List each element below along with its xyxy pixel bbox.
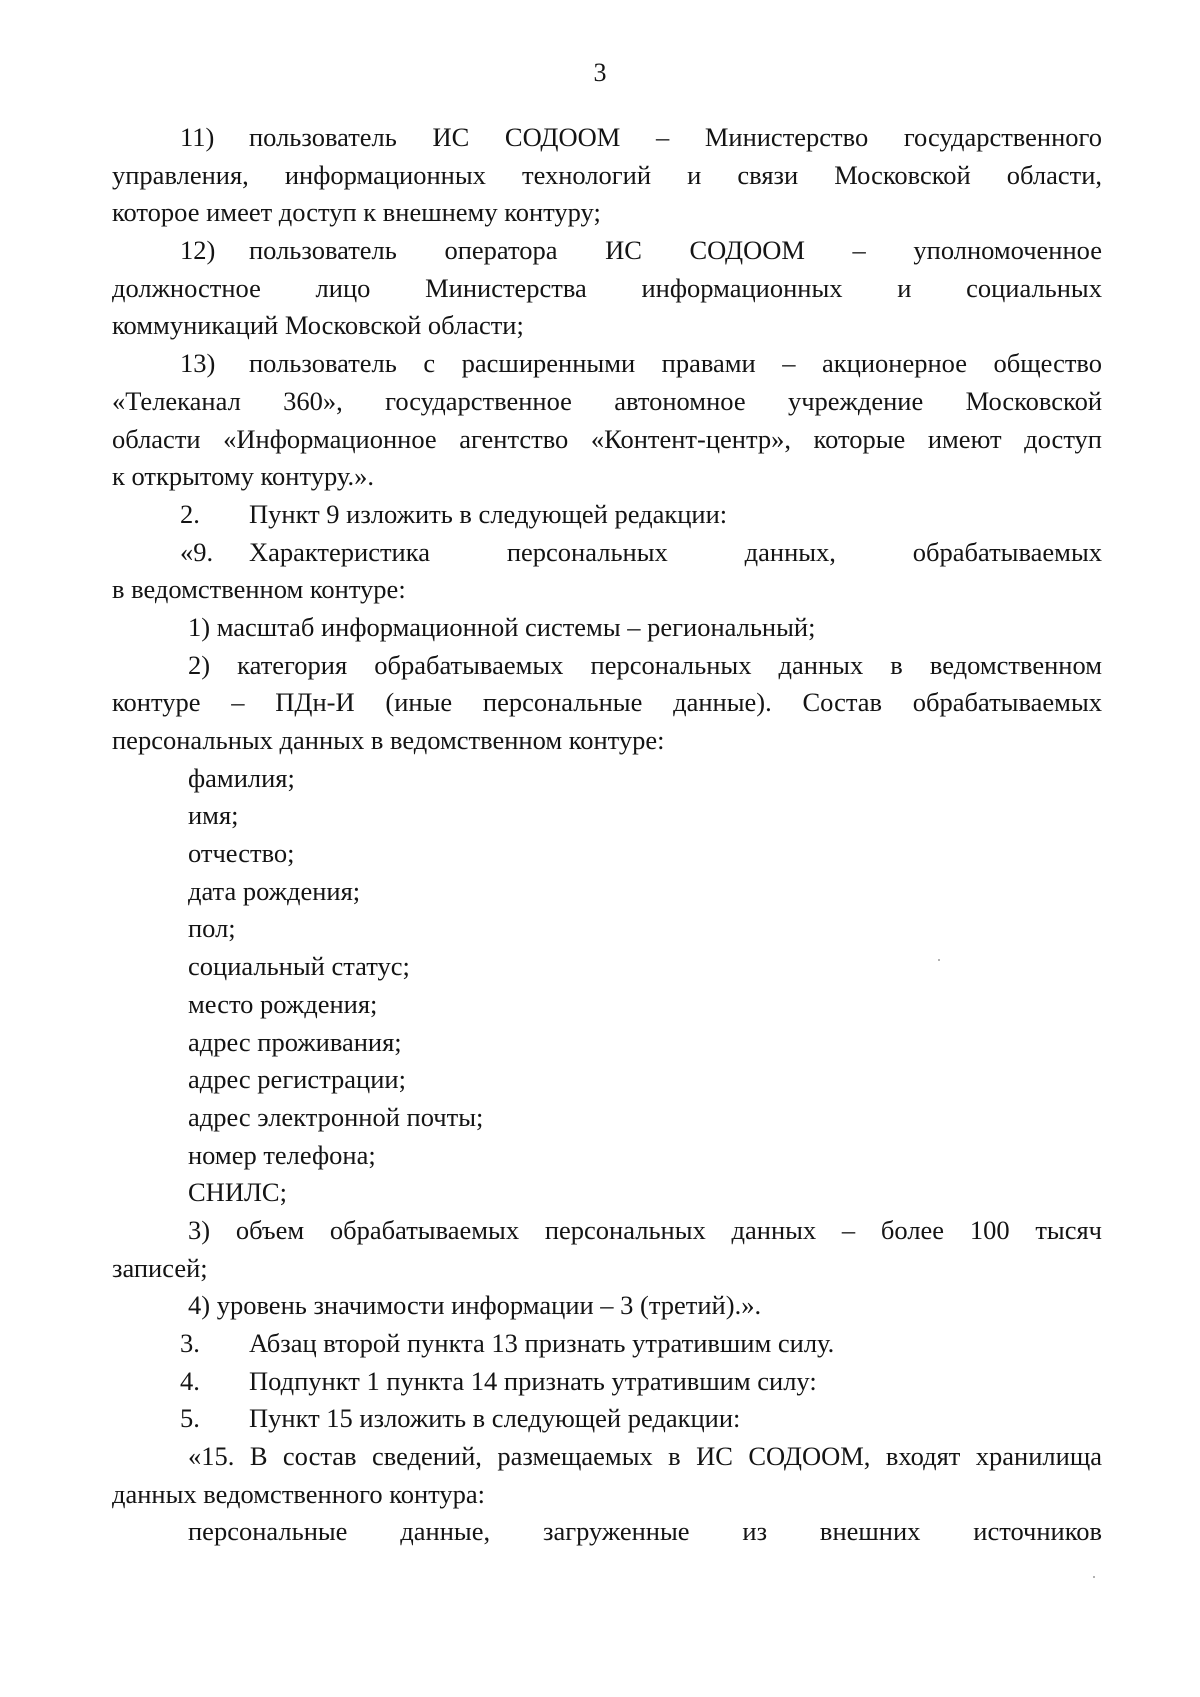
text-line: управления, информационных технологий и связи Московской области, — [112, 159, 1102, 190]
item-text: пользователь ИС СОДООМ – Министерство государственного — [249, 122, 1102, 152]
text-line: которое имеет доступ к внешнему контуру; — [112, 197, 601, 228]
list-item: номер телефона; — [188, 1139, 376, 1170]
list-item: СНИЛС; — [188, 1177, 287, 1208]
text-line: «Телеканал 360», государственное автономное учреждение Московской — [112, 385, 1102, 416]
clause-5-line — [112, 1400, 1102, 1438]
item-text: пользователь оператора ИС СОДООМ – уполномоченное — [249, 235, 1102, 266]
clause-text: Подпункт 1 пункта 14 признать утратившим силу: — [249, 1365, 817, 1396]
list-item: адрес проживания; — [188, 1026, 402, 1057]
text-line: персональные данные, загруженные из внешних источников — [188, 1516, 1102, 1547]
item-13-line — [112, 345, 1102, 383]
subitem-3-line: 3) объем обрабатываемых персональных данных – более 100 тысяч — [188, 1214, 1102, 1245]
clause-number: 4. — [180, 1365, 200, 1396]
text-line: данных ведомственного контура: — [112, 1478, 486, 1509]
item-12-line — [112, 232, 1102, 270]
text-line: должностное лицо Министерства информационных и социальных — [112, 272, 1102, 303]
point-text: Характеристика персональных данных, обрабатываемых — [249, 536, 1102, 567]
text-line: области «Информационное агентство «Контент-центр», которые имеют доступ — [112, 423, 1102, 454]
text-line: в ведомственном контуре: — [112, 574, 406, 605]
document-body — [112, 119, 1102, 1551]
clause-number: 2. — [180, 498, 200, 529]
list-item: имя; — [188, 800, 239, 831]
clause-2-line — [112, 496, 1102, 534]
clause-3-line — [112, 1325, 1102, 1363]
list-item: адрес регистрации; — [188, 1064, 406, 1095]
item-text: пользователь с расширенными правами – акционерное общество — [249, 348, 1102, 379]
text-line: контуре – ПДн-И (иные персональные данные). Состав обрабатываемых — [112, 687, 1102, 718]
clause-number: 3. — [180, 1328, 200, 1358]
item-number: 11) — [180, 122, 215, 152]
item-11-line — [112, 119, 1102, 157]
text-line: коммуникаций Московской области; — [112, 310, 524, 341]
text-line: к открытому контуру.». — [112, 461, 374, 492]
list-item: место рождения; — [188, 988, 378, 1019]
clause-text: Пункт 15 изложить в следующей редакции: — [249, 1403, 741, 1434]
list-item: адрес электронной почты; — [188, 1101, 484, 1132]
list-item: пол; — [188, 913, 236, 944]
subitem-1-line: 1) масштаб информационной системы – региональный; — [188, 611, 816, 642]
point-number: «9. — [180, 536, 214, 567]
clause-text: Абзац второй пункта 13 признать утратившим силу. — [249, 1328, 835, 1358]
list-item: социальный статус; — [188, 951, 410, 982]
clause-4-line — [112, 1363, 1102, 1401]
list-item: фамилия; — [188, 762, 295, 793]
item-number: 12) — [180, 235, 216, 266]
clause-number: 5. — [180, 1403, 200, 1434]
point-15-line: «15. В состав сведений, размещаемых в ИС СОДООМ, входят хранилища — [188, 1441, 1102, 1472]
clause-text: Пункт 9 изложить в следующей редакции: — [249, 498, 728, 529]
point-9-line — [112, 534, 1102, 572]
text-line: персональных данных в ведомственном контуре: — [112, 725, 665, 755]
item-number: 13) — [180, 348, 216, 379]
text-line: записей; — [112, 1252, 208, 1283]
list-item: отчество; — [188, 838, 295, 869]
subitem-4-line: 4) уровень значимости информации – 3 (третий).». — [188, 1290, 762, 1321]
scan-speck — [1093, 1576, 1095, 1578]
page-number: 3 — [593, 58, 607, 87]
scan-speck — [938, 959, 940, 961]
list-item: дата рождения; — [188, 875, 361, 906]
subitem-2-line: 2) категория обрабатываемых персональных данных в ведомственном — [188, 649, 1102, 680]
